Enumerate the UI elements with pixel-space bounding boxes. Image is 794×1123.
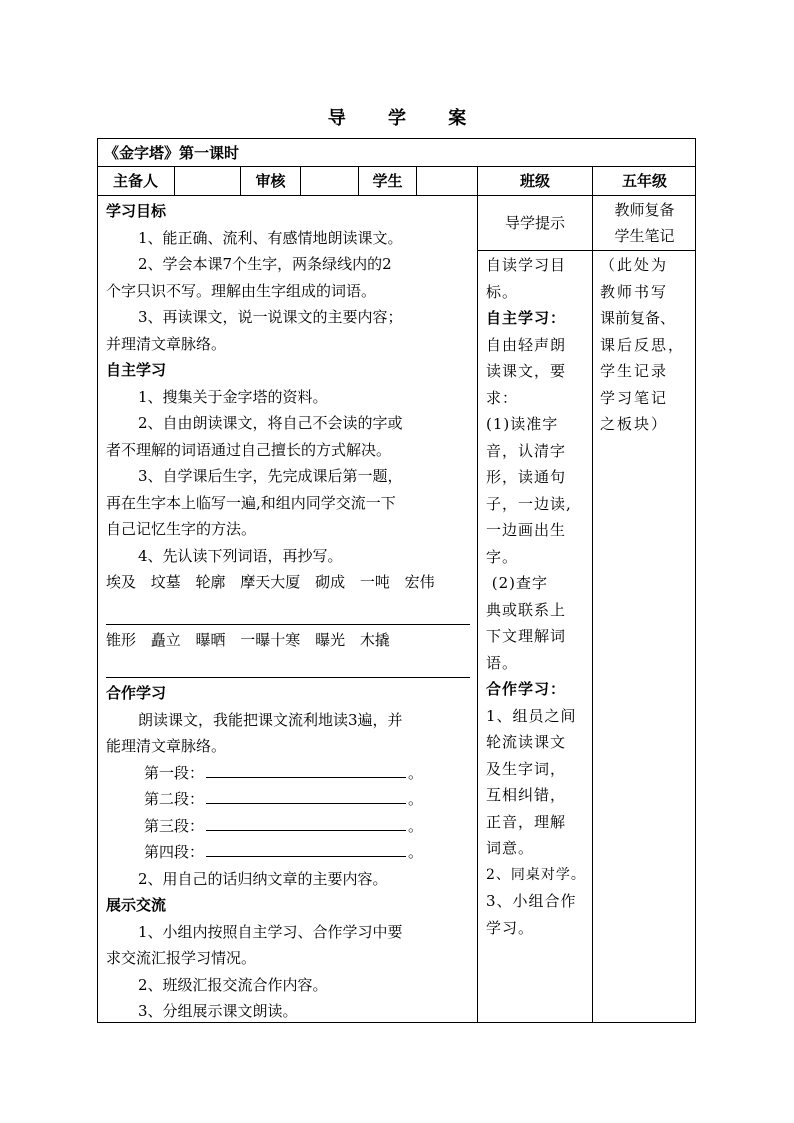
show-item: 2、班级汇报交流合作内容。 [138,975,328,994]
guide-line: 求： [486,388,519,407]
show-item: 求交流汇报学习情况。 [106,949,257,967]
self-study-item: 1、搜集关于金字塔的资料。 [138,387,328,406]
section-title: 合作学习 [106,684,167,702]
table-rule [97,195,696,196]
guide-line: 子，一边读, [486,494,572,513]
coop-item: 能理清文章脉络。 [106,737,227,755]
preparer-field[interactable] [175,168,240,194]
student-field[interactable] [417,168,477,194]
teacher-note-line: 学生记录 [600,362,669,380]
teacher-note-line: （此处为 [600,256,669,274]
guide-line: 3、小组合作 [486,892,577,910]
guide-line: 读课文，要 [486,362,567,380]
guide-line: 语。 [486,653,519,672]
paragraph-label: 第四段： [144,843,205,861]
show-item: 3、分组展示课文朗读。 [138,1002,298,1020]
guide-line: 一边画出生 [486,521,567,539]
class-label: 班级 [519,172,550,190]
coop-item: 2、用自己的话归纳文章的主要内容。 [138,869,388,888]
teacher-note-line: 之板块） [600,415,669,433]
guide-section-title: 合作学习： [486,680,567,698]
paragraph-row [106,813,472,840]
lesson-title: 《金字塔》第一课时 [104,144,240,162]
reviewer-label: 审核 [255,172,286,190]
guide-column [486,252,590,941]
guide-line: 自读学习目 [486,256,567,274]
page-title: 导 学 案 [327,108,485,129]
paragraph-label: 第三段： [144,816,205,835]
teacher-header [593,197,696,249]
guide-line: 1、组员之间 [486,706,577,725]
goal-item: 2、学会本课7个生字，两条绿线内的2 [138,255,392,273]
show-item: 1、小组内按照自主学习、合作学习中要 [138,922,403,941]
teacher-note-line: 课前复备、 [600,309,676,327]
paragraph-blank[interactable] [206,763,406,778]
copy-line[interactable] [106,649,470,678]
coop-item: 朗读课文，我能把课文流利地读3遍，并 [138,710,403,729]
paragraph-row [106,839,472,866]
self-study-item: 3、自学课后生字，先完成课后第一题， [138,467,403,485]
guide-line: 词意。 [486,839,535,857]
teacher-note-line: 教师书写 [600,282,669,301]
paragraph-label: 第二段： [144,790,205,808]
paragraph-end: 。 [408,843,424,861]
guide-line: 标。 [486,282,519,301]
guide-section-title: 自主学习： [486,309,567,327]
guide-line: 自由轻声朗 [486,335,567,354]
guide-line: 及生字词， [486,759,567,778]
paragraph-row [106,760,472,787]
self-study-item: 者不理解的词语通过自己擅长的方式解决。 [106,440,392,459]
guide-header: 导学提示 [504,214,565,232]
main-content [106,198,472,1025]
teacher-header-line: 学生笔记 [614,227,675,245]
preparer-label: 主备人 [112,172,158,190]
paragraph-blank[interactable] [206,816,406,831]
paragraph-end: 。 [408,816,424,835]
guide-line: 典或联系上 [486,600,567,619]
table-rule [477,250,696,251]
vocab-words: 埃及 坟墓 轮廓 摩天大厦 砌成 一吨 宏伟 [106,573,435,591]
paragraph-label: 第一段： [144,763,205,782]
self-study-item: 自己记忆生字的方法。 [106,520,257,538]
copy-line[interactable] [106,596,470,625]
student-label: 学生 [372,172,403,190]
section-title: 自主学习 [106,361,167,379]
teacher-note-line: 学习笔记 [600,388,669,407]
guide-line: 音，认清字 [486,441,567,460]
guide-line: 下文理解词 [486,627,567,645]
paragraph-end: 。 [408,790,424,808]
self-study-item: 4、先认读下列词语，再抄写。 [138,546,343,565]
self-study-item: 2、自由朗读课文，将自己不会读的字或 [138,414,403,432]
guide-line: (1)读准字 [486,415,559,433]
paragraph-end: 。 [408,763,424,782]
paragraph-blank[interactable] [206,842,406,857]
reviewer-field[interactable] [301,168,358,194]
goal-item: 并理清文章脉络。 [106,334,227,353]
guide-line: 学习。 [486,918,535,937]
goal-item: 3、再读课文，说一说课文的主要内容； [138,308,403,326]
guide-line: 互相纠错， [486,786,567,804]
self-study-item: 再在生字本上临写一遍,和组内同学交流一下 [106,493,396,512]
teacher-header-line: 教师复备 [614,201,675,219]
guide-line: 正音，理解 [486,812,567,831]
vocab-words: 锥形 矗立 曝晒 一曝十寒 曝光 木撬 [106,630,390,649]
goal-item: 1、能正确、流利、有感情地朗读课文。 [138,228,403,247]
table-rule [592,166,593,1023]
teacher-note-column [600,252,692,438]
teacher-note-line: 课后反思， [600,335,686,354]
guide-line: 形，读通句 [486,468,567,486]
grade-value: 五年级 [621,172,667,190]
guide-line: 字。 [486,547,519,566]
section-title: 学习目标 [106,202,167,220]
guide-line: 轮流读课文 [486,733,567,751]
paragraph-blank[interactable] [206,789,406,804]
table-rule [477,166,478,1023]
paragraph-row [106,786,472,813]
section-title: 展示交流 [106,896,167,914]
goal-item: 个字只识不写。理解由生字组成的词语。 [106,281,377,300]
guide-line: (2)查字 [486,574,549,592]
guide-line: 2、同桌对学。 [486,866,586,883]
